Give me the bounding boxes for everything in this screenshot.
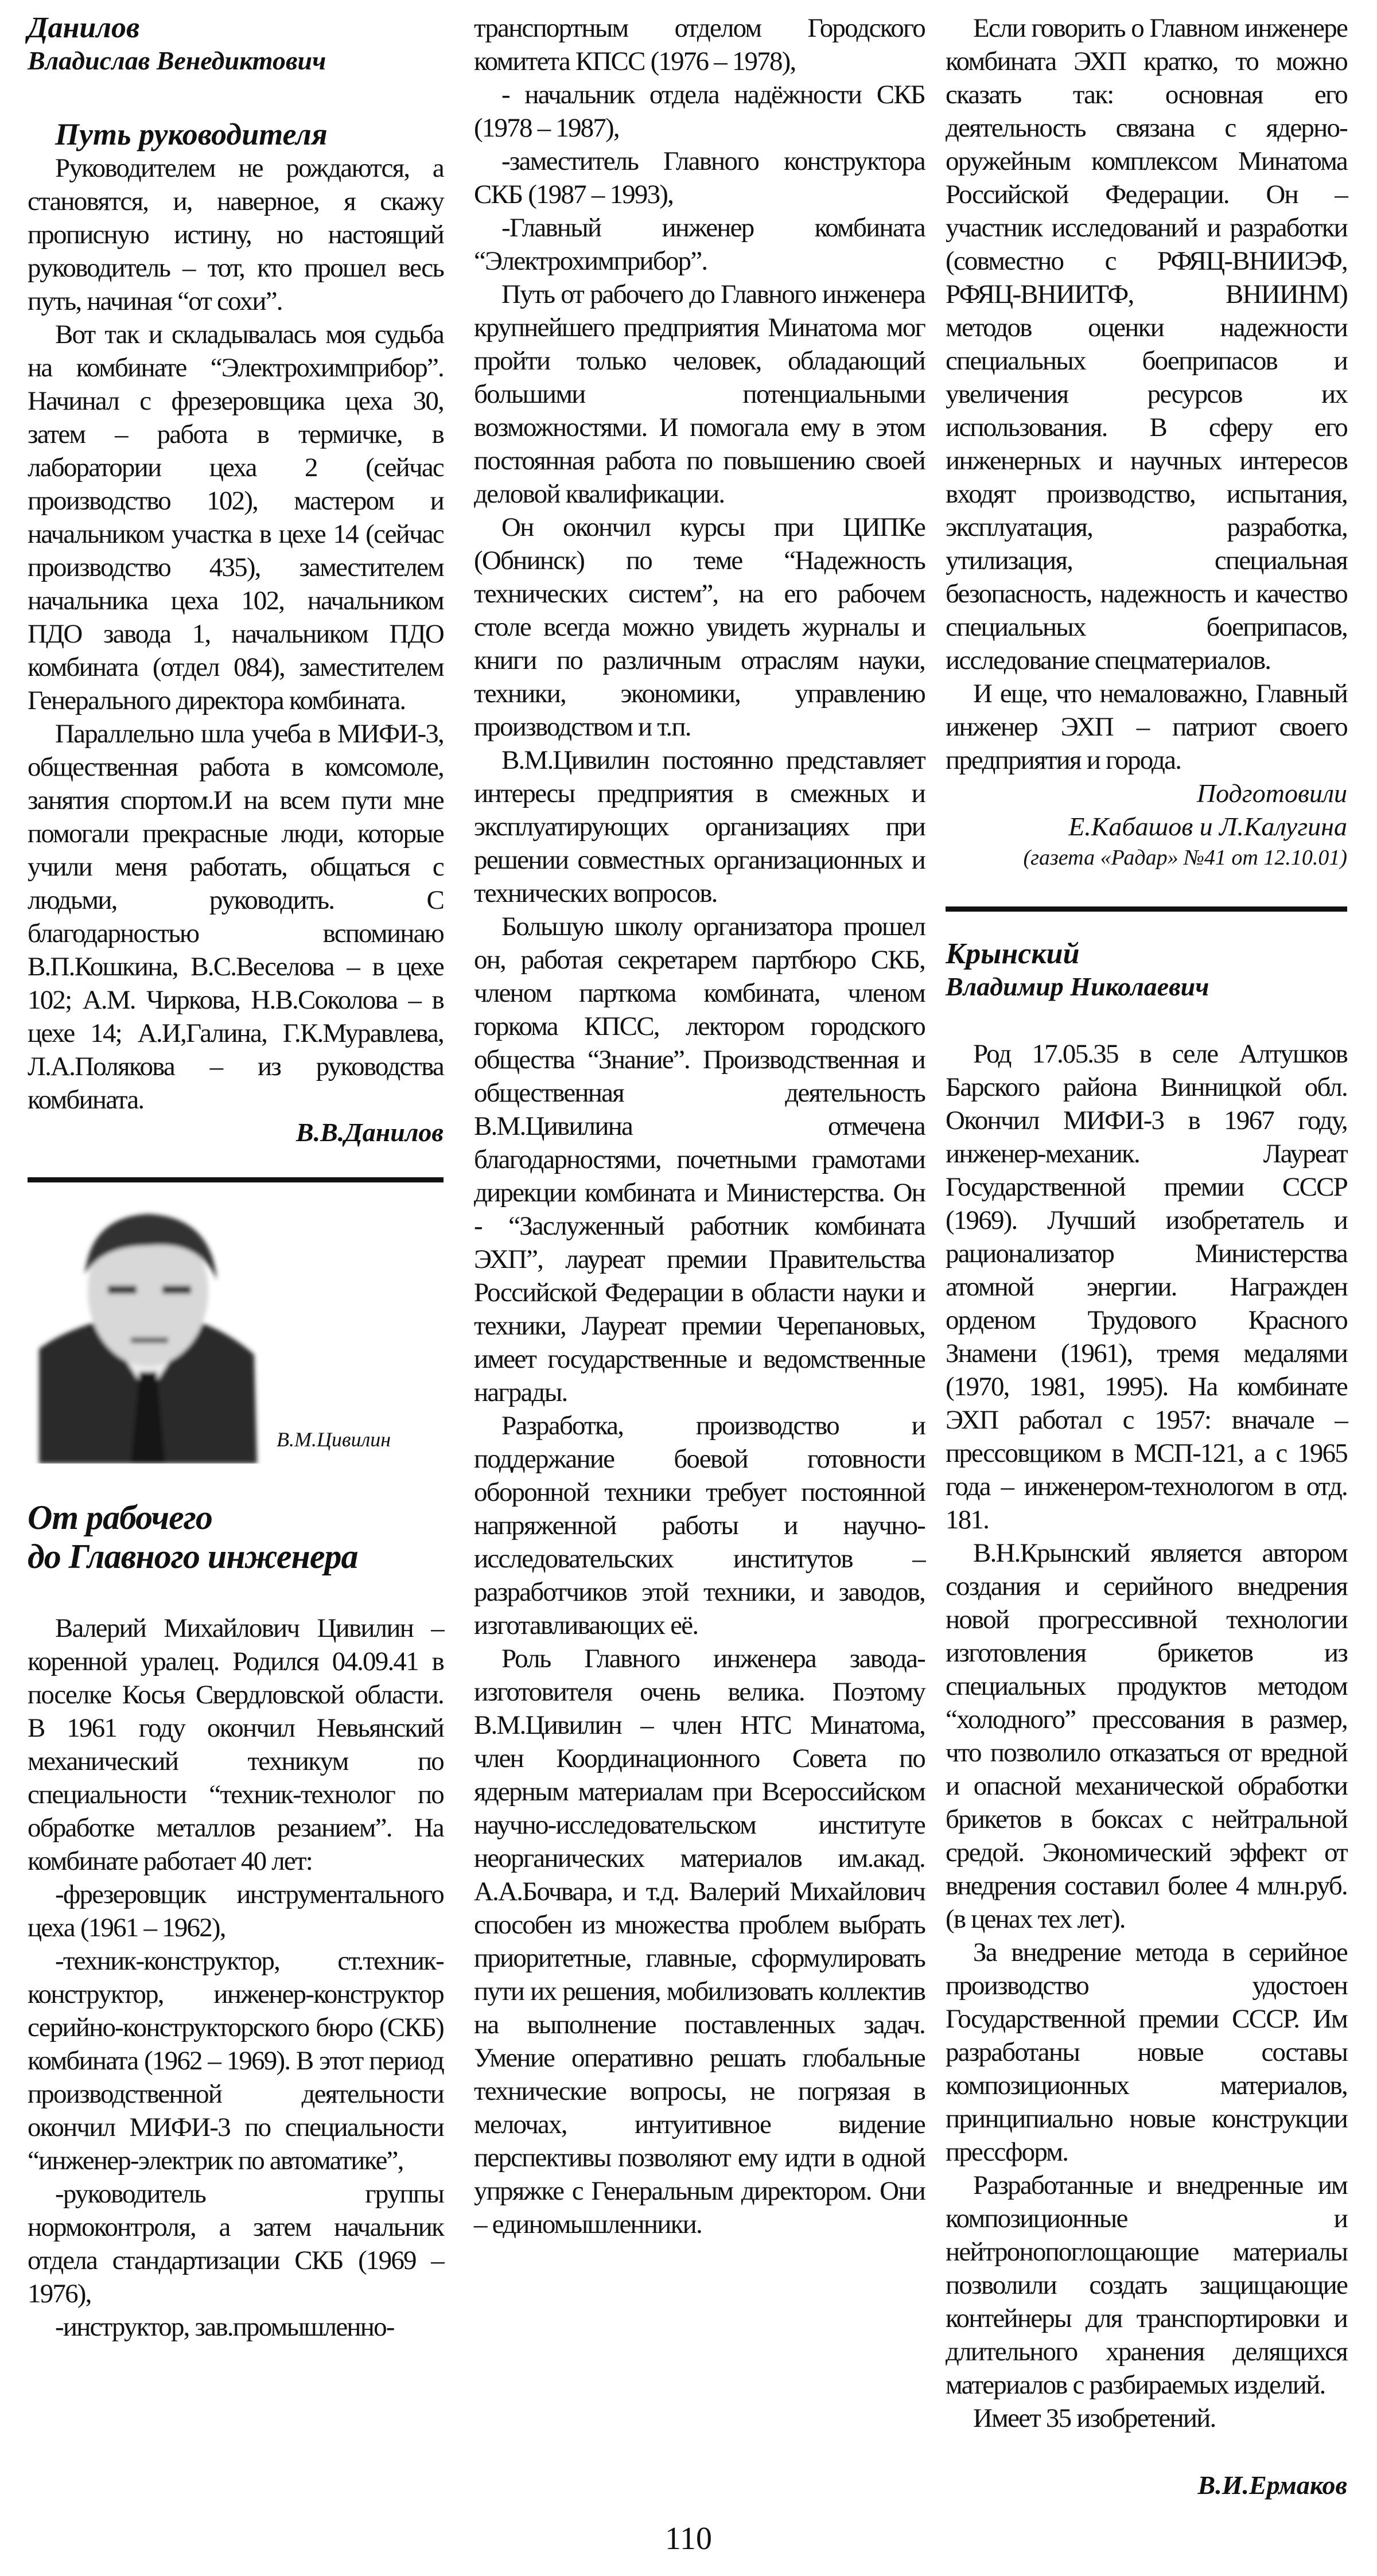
paragraph: Руководителем не рождаются, а становятся, и, наверное, я скажу прописную истину, но настоящий руководитель – тот, кто прошел весь путь, начиная “от сохи”. [28,153,444,316]
article-body [946,11,1347,777]
page-columns [0,11,1377,2501]
paragraph: Разработка, производство и поддержание боевой готовности оборонной техники требует постоянной напряженной работы и научно-исследовательских институтов – разработчиков этой техники, и заводов, изготавливающих её. [474,1411,925,1640]
author-surname: Данилов [28,11,140,44]
section-divider [946,906,1347,912]
person-surname: Крынский [946,937,1080,970]
paragraph: Он окончил курсы при ЦИПКе (Обнинск) по теме “Надежность технических систем”, на его рабочем столе всегда можно увидеть журналы и книги по различным отраслям науки, техники, экономики, управлению производством и т.п. [474,512,925,742]
paragraph: За внедрение метода в серийное производство удостоен Государственной премии СССР. Им разработаны новые составы композиционных материалов, принципиально новые конструкции прессформ. [946,1937,1347,2167]
paragraph: -техник-конструктор, ст.техник-конструктор, инженер-конструктор серийно-конструкторского бюро (СКБ) комбината (1962 – 1969). В этот период производственной деятельности окончил МИФИ-3 по специальности “инженер-электрик по автоматике”, [28,1946,444,2176]
paragraph: Если говорить о Главном инженере комбината ЭХП кратко, то можно сказать так: основная его деятельность связана с ядерно-оружейным комплексом Минатома Российской Федерации. Он – участник исследований и разработки (совместно с РФЯЦ-ВНИИЭФ, РФЯЦ-ВНИИТФ, ВНИИНМ) методов оценки надежности специальных боеприпасов и увеличения ресурсов их использования. В сферу его инженерных и научных интересов входят производство, испытания, эксплуатация, разработка, утилизация, специальная безопасность, надежность и качество специальных боеприпасов, исследование спецматериалов. [946,13,1347,675]
danilov-header [28,11,444,77]
tsivilin-article-end [946,11,1347,872]
paragraph: - начальник отдела надёжности СКБ (1978 – 1987), [474,80,925,143]
paragraph: В.М.Цивилин постоянно представляет интересы предприятия в смежных и эксплуатирующих организациях при решении совместных организационных и технических вопросов. [474,745,925,908]
credit-source: (газета «Радар» №41 от 12.10.01) [1023,846,1347,870]
paragraph: -инструктор, зав.промышленно- [55,2312,394,2342]
paragraph: -Главный инженер комбината “Электрохимприбор”. [474,213,925,276]
paragraph: Род 17.05.35 в селе Алтушков Барского района Винницкой обл. Окончил МИФИ-3 в 1967 году, инженер-механик. Лауреат Государственной премии СССР (1969). Лучший изобретатель и рационализатор Министерства атомной энергии. Награжден орденом Трудового Красного Знамени (1961), тремя медалями (1970, 1981, 1995). На комбинате ЭХП работал с 1957: вначале – прессовщиком в МСП-121, а с 1965 года – инженером-технологом в отд. 181. [946,1039,1347,1535]
credit-names: Е.Кабашов и Л.Калугина [1068,812,1347,841]
portrait-photo [28,1205,269,1464]
paragraph: Роль Главного инженера завода-изготовителя очень велика. Поэтому В.М.Цивилин – член НТС Минатома, член Координационного Совета по ядерным материалам при Всероссийском научно-исследовательском институте неорганических материалов им.акад. А.А.Бочвара, и т.д. Валерий Михайлович способен из множества проблем выбрать приоритетные, главные, сформулировать пути их решения, мобилизовать коллектив на выполнение поставленных задач. Умение оперативно решать глобальные технические вопросы, не погрязая в мелочах, интуитивное видение перспективы позволяют ему идти в одной упряжке с Генеральным директором. Они – единомышленники. [474,1644,925,2239]
paragraph: транспортным отделом Городского комитета КПСС (1976 – 1978), [474,13,925,76]
person-name: Владимир Николаевич [946,972,1209,1001]
tsivilin-article [28,1498,444,2344]
paragraph: В.Н.Крынский является автором создания и серийного внедрения новой прогрессивной технологии изготовления брикетов из специальных продуктов методом “холодного” прессования в размер, что позволило отказаться от вредной и опасной механической обработки брикетов в боксах с нейтральной средой. Экономический эффект от внедрения составил более 4 млн.руб. (в ценах тех лет). [946,1538,1347,1934]
danilov-article [28,117,444,1149]
paragraph: Разработанные и внедренные им композиционные и нейтронопоглощающие материалы позволили создать защищающие контейнеры для транспортировки и длительного хранения делящихся материалов с разбираемых изделий. [946,2170,1347,2400]
column-2 [474,11,925,2241]
paragraph: Вот так и складывалась моя судьба на комбинате “Электрохимприбор”. Начинал с фрезеровщика цеха 30, затем – работа в термичке, в лаборатории цеха 2 (сейчас производство 102), мастером и начальником участка в цехе 14 (сейчас производство 435), заместителем начальника цеха 102, начальником ПДО завода 1, начальником ПДО комбината (отдел 084), заместителем Генерального директора комбината. [28,320,444,715]
article-body [28,1612,444,2344]
signature: В.И.Ермаков [1197,2470,1347,2500]
photo-caption: В.М.Цивилин [277,1428,391,1451]
article-title-line1: От рабочего [28,1499,212,1536]
column-1 [28,11,444,2344]
author-name: Владислав Венедиктович [28,46,326,75]
photo-block [28,1205,444,1464]
section-divider [28,1177,444,1182]
paragraph: -фрезеровщик инструментального цеха (1961 – 1962), [28,1880,444,1943]
paragraph: И еще, что немаловажно, Главный инженер ЭХП – патриот своего предприятия и города. [946,679,1347,775]
article-title-line2: до Главного инженера [28,1538,358,1575]
article-body [946,1037,1347,2435]
paragraph: Большую школу организатора прошел он, работая секретарем партбюро СКБ, членом парткома комбината, членом горкома КПСС, лектором городского общества “Знание”. Производственная и общественная деятельность В.М.Цивилина отмечена благодарностями, почетными грамотами дирекции комбината и Министерства. Он - “Заслуженный работник комбината ЭХП”, лауреат премии Правительства Российской Федерации в области науки и техники, Лауреат премии Черепановых, имеет государственные и ведомственные награды. [474,912,925,1407]
column-3 [946,11,1347,2501]
paragraph: Валерий Михайлович Цивилин – коренной уралец. Родился 04.09.41 в поселке Косья Свердловской области. В 1961 году окончил Невьянский механический техникум по специальности “техник-технолог по обработке металлов резанием”. На комбинате работает 40 лет: [28,1613,444,1876]
paragraph: -заместитель Главного конструктора СКБ (1987 – 1993), [474,146,925,209]
krynsky-article [946,937,1347,2501]
article-body [28,151,444,1116]
signature: В.В.Данилов [295,1118,444,1147]
paragraph: Параллельно шла учеба в МИФИ-3, общественная работа в комсомоле, занятия спортом.И на всем пути мне помогали прекрасные люди, которые учили меня работать, общаться с людьми, руководить. С благодарностью вспоминаю В.П.Кошкина, В.С.Веселова – в цехе 102; А.М. Чиркова, Н.В.Соколова – в цехе 14; А.И,Галина, Г.К.Муравлева, Л.А.Полякова – из руководства комбината. [28,719,444,1115]
paragraph: Путь от рабочего до Главного инженера крупнейшего предприятия Минатома мог пройти только человек, обладающий большими потенциальными возможностями. И помогала ему в этом постоянная работа по повышению своей деловой квалификации. [474,279,925,509]
paragraph: -руководитель группы нормоконтроля, а затем начальник отдела стандартизации СКБ (1969 – 1976), [28,2179,444,2309]
paragraph: Имеет 35 изобретений. [973,2403,1216,2433]
article-body [474,11,925,2241]
credit-label: Подготовили [1196,779,1347,808]
page-number: 110 [665,2521,712,2556]
article-title: Путь руководителя [55,117,328,151]
